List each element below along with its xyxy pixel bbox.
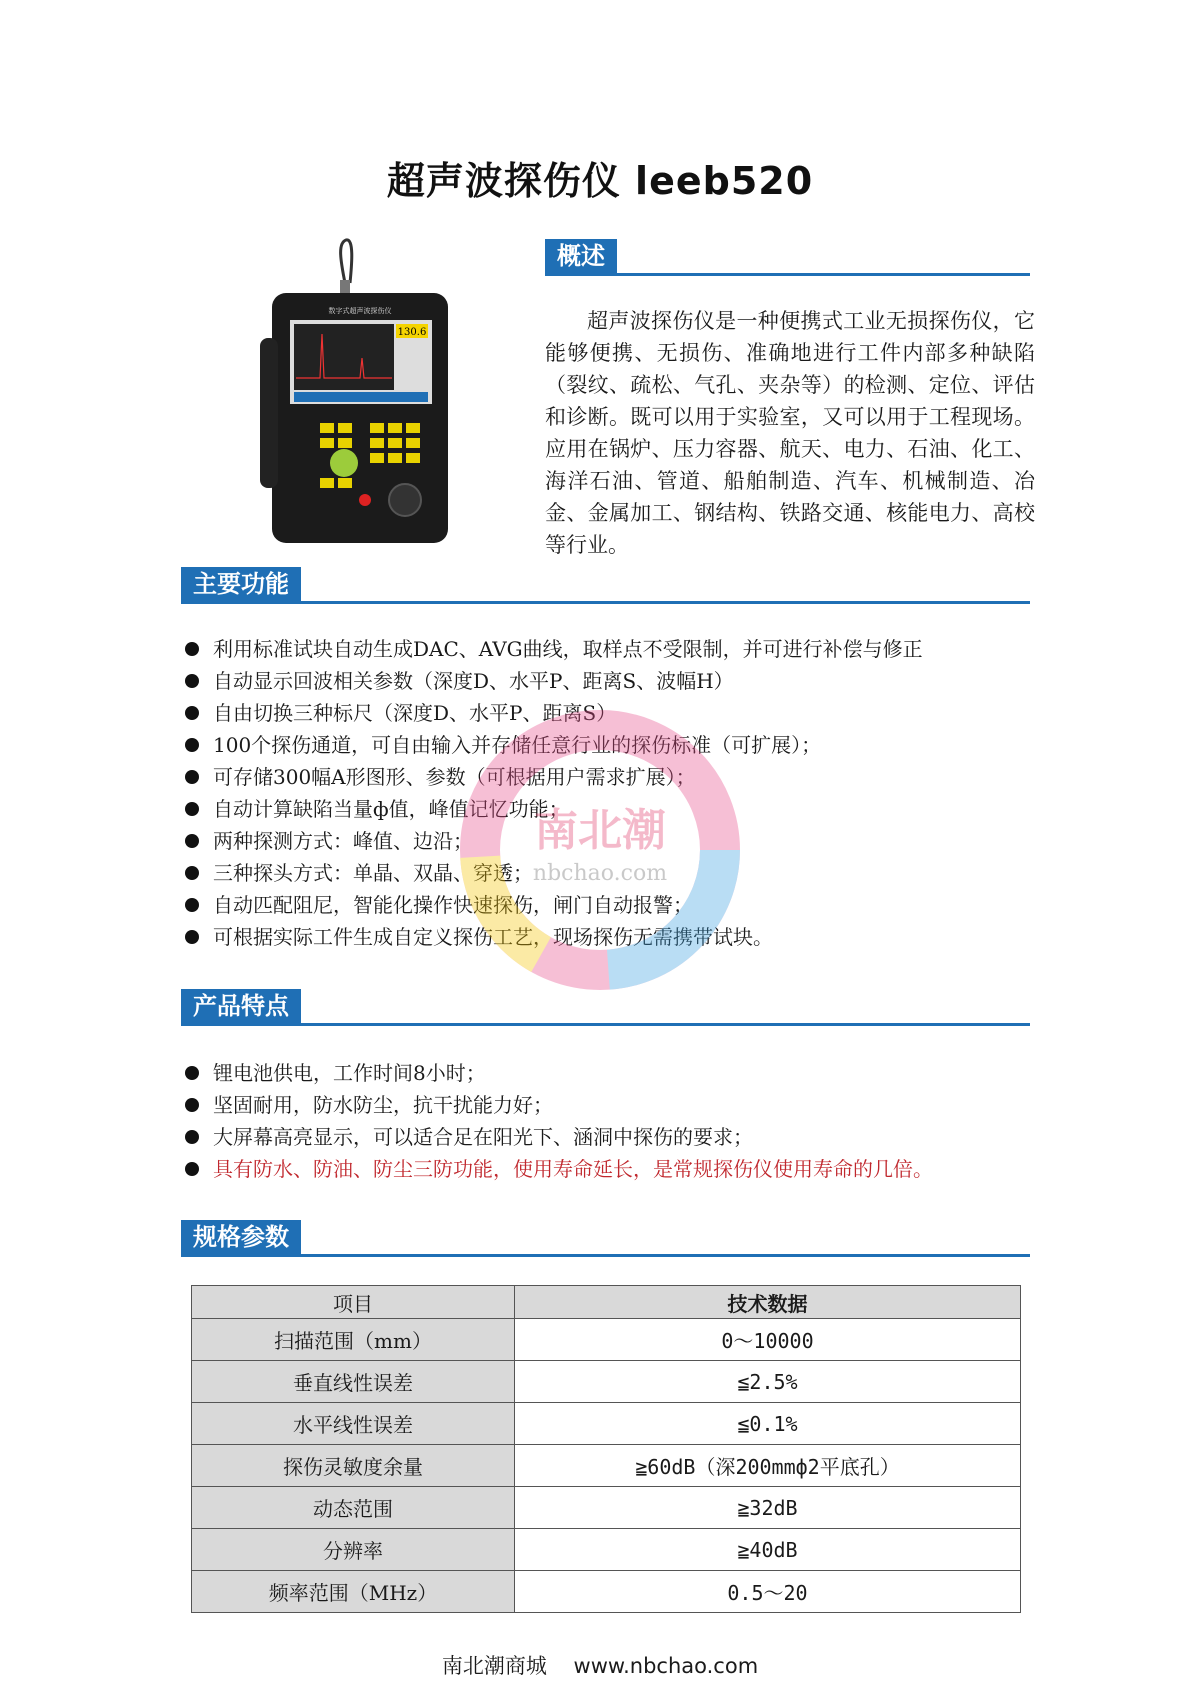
list-item: 利用标准试块自动生成DAC、AVG曲线，取样点不受限制，并可进行补偿与修正 <box>183 633 923 665</box>
spec-key: 动态范围 <box>192 1487 515 1529</box>
screen-reading: 130.6 <box>397 327 427 338</box>
table-row <box>192 1487 1021 1529</box>
functions-section-header <box>181 565 1030 604</box>
list-item: 自动计算缺陷当量ф值，峰值记忆功能； <box>183 793 923 825</box>
watermark-url: nbchao.com <box>532 861 668 886</box>
footer-shop-name: 南北潮商城 <box>441 1654 547 1678</box>
features-list <box>183 1057 933 1185</box>
table-row <box>192 1529 1021 1571</box>
features-section-header <box>181 987 1030 1026</box>
spec-value: ≦0.1% <box>514 1403 1020 1445</box>
specs-table <box>191 1285 1021 1613</box>
table-row <box>192 1445 1021 1487</box>
table-row <box>192 1361 1021 1403</box>
watermark-text: 南北潮 <box>534 805 666 856</box>
device-label: 数字式超声波探伤仪 <box>328 307 392 315</box>
spec-key: 水平线性误差 <box>192 1403 515 1445</box>
table-header-row <box>192 1286 1021 1319</box>
list-item: 锂电池供电，工作时间8小时； <box>183 1057 933 1089</box>
footer <box>0 1650 1200 1680</box>
list-item: 可根据实际工件生成自定义探伤工艺，现场探伤无需携带试块。 <box>183 921 923 953</box>
page-title: 超声波探伤仪 leeb520 <box>386 159 814 203</box>
list-item: 两种探测方式：峰值、边沿； <box>183 825 923 857</box>
spec-value: ≦2.5% <box>514 1361 1020 1403</box>
table-row <box>192 1571 1021 1613</box>
specs-section-header <box>181 1218 1030 1257</box>
list-item: 三种探头方式：单晶、双晶、穿透； <box>183 857 923 889</box>
list-item: 自动显示回波相关参数（深度D、水平P、距离S、波幅H） <box>183 665 923 697</box>
spec-value: ≧60dB（深200mmф2平底孔） <box>514 1445 1020 1487</box>
functions-heading: 主要功能 <box>181 567 301 601</box>
ultrasonic-device-image <box>260 238 460 548</box>
list-item-highlight: 具有防水、防油、防尘三防功能，使用寿命延长，是常规探伤仪使用寿命的几倍。 <box>183 1153 933 1185</box>
spec-key: 分辨率 <box>192 1529 515 1571</box>
spec-value: ≧32dB <box>514 1487 1020 1529</box>
column-header-item: 项目 <box>192 1286 515 1319</box>
spec-key: 频率范围（MHz） <box>192 1571 515 1613</box>
spec-key: 垂直线性误差 <box>192 1361 515 1403</box>
spec-value: 0～10000 <box>514 1319 1020 1361</box>
overview-section-header <box>545 237 1030 276</box>
overview-heading: 概述 <box>545 239 617 273</box>
list-item: 自动匹配阻尼，智能化操作快速探伤，闸门自动报警； <box>183 889 923 921</box>
column-header-data: 技术数据 <box>514 1286 1020 1319</box>
list-item: 坚固耐用，防水防尘，抗干扰能力好； <box>183 1089 933 1121</box>
list-item: 自由切换三种标尺（深度D、水平P、距离S） <box>183 697 923 729</box>
spec-key: 扫描范围（mm） <box>192 1319 515 1361</box>
features-heading: 产品特点 <box>181 989 301 1023</box>
table-row <box>192 1403 1021 1445</box>
table-row <box>192 1319 1021 1361</box>
overview-text: 超声波探伤仪是一种便携式工业无损探伤仪，它能够便携、无损伤、准确地进行工件内部多种缺陷（裂纹、疏松、气孔、夹杂等）的检测、定位、评估和诊断。既可以用于实验室，又可以用于工程现场。应用在锅炉、压力容器、航天、电力、石油、化工、海洋石油、管道、船舶制造、汽车、机械制造、冶金、金属加工、钢结构、铁路交通、核能电力、高校等行业。 <box>545 309 1035 557</box>
spec-key: 探伤灵敏度余量 <box>192 1445 515 1487</box>
list-item: 可存储300幅A形图形、参数（可根据用户需求扩展）； <box>183 761 923 793</box>
list-item: 100个探伤通道，可自由输入并存储任意行业的探伤标准（可扩展）； <box>183 729 923 761</box>
list-item: 大屏幕高亮显示，可以适合足在阳光下、涵洞中探伤的要求； <box>183 1121 933 1153</box>
specs-heading: 规格参数 <box>181 1220 301 1254</box>
footer-url-link[interactable]: www.nbchao.com <box>573 1654 759 1678</box>
spec-value: 0.5～20 <box>514 1571 1020 1613</box>
spec-value: ≧40dB <box>514 1529 1020 1571</box>
